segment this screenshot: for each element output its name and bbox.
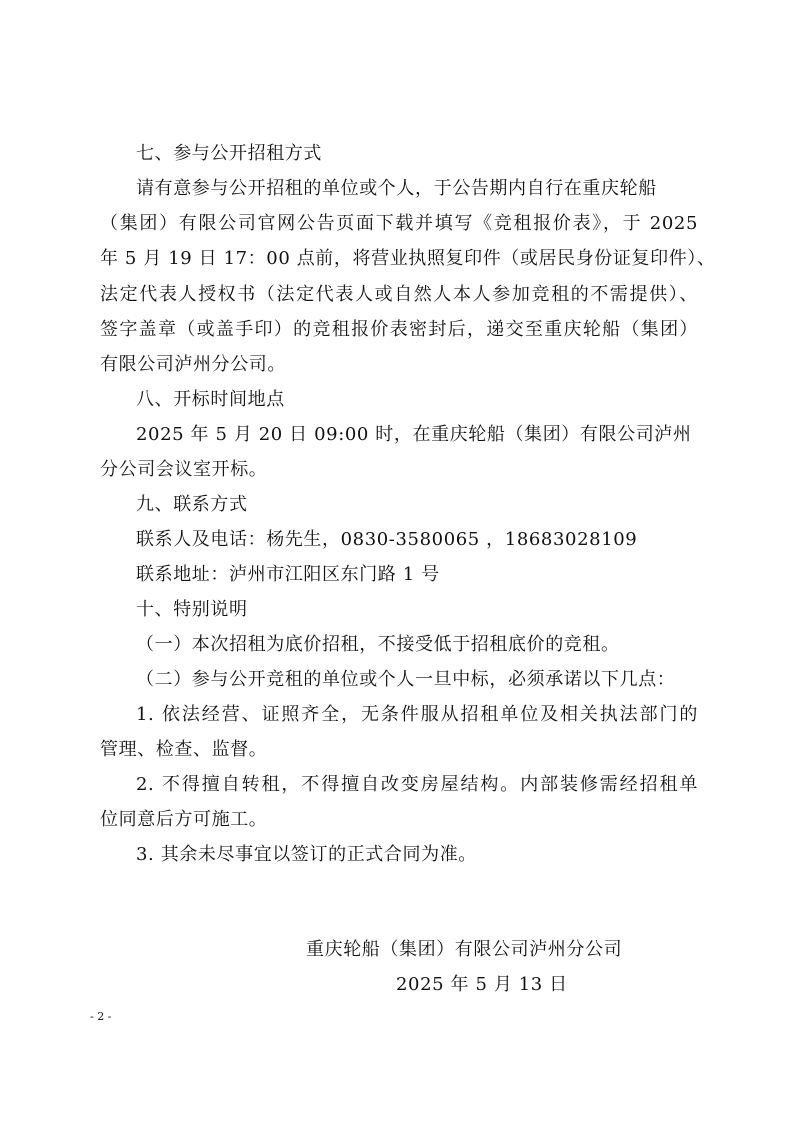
commitment-1-line-2: 管理、检查、监督。 <box>100 739 268 760</box>
section-7-line-2: （集团）有限公司官网公告页面下载并填写《竞租报价表》，于 2025 <box>100 213 698 234</box>
section-7-line-1: 请有意参与公开招租的单位或个人，于公告期内自行在重庆轮船 <box>136 178 657 199</box>
section-9-heading: 九、联系方式 <box>136 494 248 515</box>
section-7-line-4: 法定代表人授权书（法定代表人或自然人本人参加竞租的不需提供）、 <box>100 284 698 305</box>
signature-organization: 重庆轮船（集团）有限公司泸州分公司 <box>306 939 623 960</box>
section-7-line-6: 有限公司泸州分公司。 <box>100 354 286 375</box>
contact-phone: 联系人及电话：杨先生，0830-3580065 ，18683028109 <box>136 529 638 550</box>
commitment-3: 3. 其余未尽事宜以签订的正式合同为准。 <box>136 844 477 865</box>
special-note-1: （一）本次招租为底价招租，不接受低于招租底价的竞租。 <box>136 634 620 655</box>
section-8-line-1: 2025 年 5 月 20 日 09:00 时，在重庆轮船（集团）有限公司泸州 <box>136 424 692 445</box>
page-number: - 2 - <box>90 1010 112 1023</box>
commitment-1-line-1: 1. 依法经营、证照齐全，无条件服从招租单位及相关执法部门的 <box>136 704 698 725</box>
special-note-2: （二）参与公开竞租的单位或个人一旦中标，必须承诺以下几点： <box>136 669 676 690</box>
section-10-heading: 十、特别说明 <box>136 599 248 620</box>
section-8-heading: 八、开标时间地点 <box>136 389 285 410</box>
section-8-line-2: 分公司会议室开标。 <box>100 459 268 480</box>
section-7-heading: 七、参与公开招租方式 <box>136 143 322 164</box>
commitment-2-line-1: 2. 不得擅自转租，不得擅自改变房屋结构。内部装修需经招租单 <box>136 774 698 795</box>
section-7-line-3: 年 5 月 19 日 17：00 点前，将营业执照复印件（或居民身份证复印件）、 <box>100 248 716 269</box>
signature-date: 2025 年 5 月 13 日 <box>396 974 568 995</box>
contact-address: 联系地址：泸州市江阳区东门路 1 号 <box>136 564 440 585</box>
commitment-2-line-2: 位同意后方可施工。 <box>100 809 268 830</box>
section-7-line-5: 签字盖章（或盖手印）的竞租报价表密封后，递交至重庆轮船（集团） <box>100 319 698 340</box>
